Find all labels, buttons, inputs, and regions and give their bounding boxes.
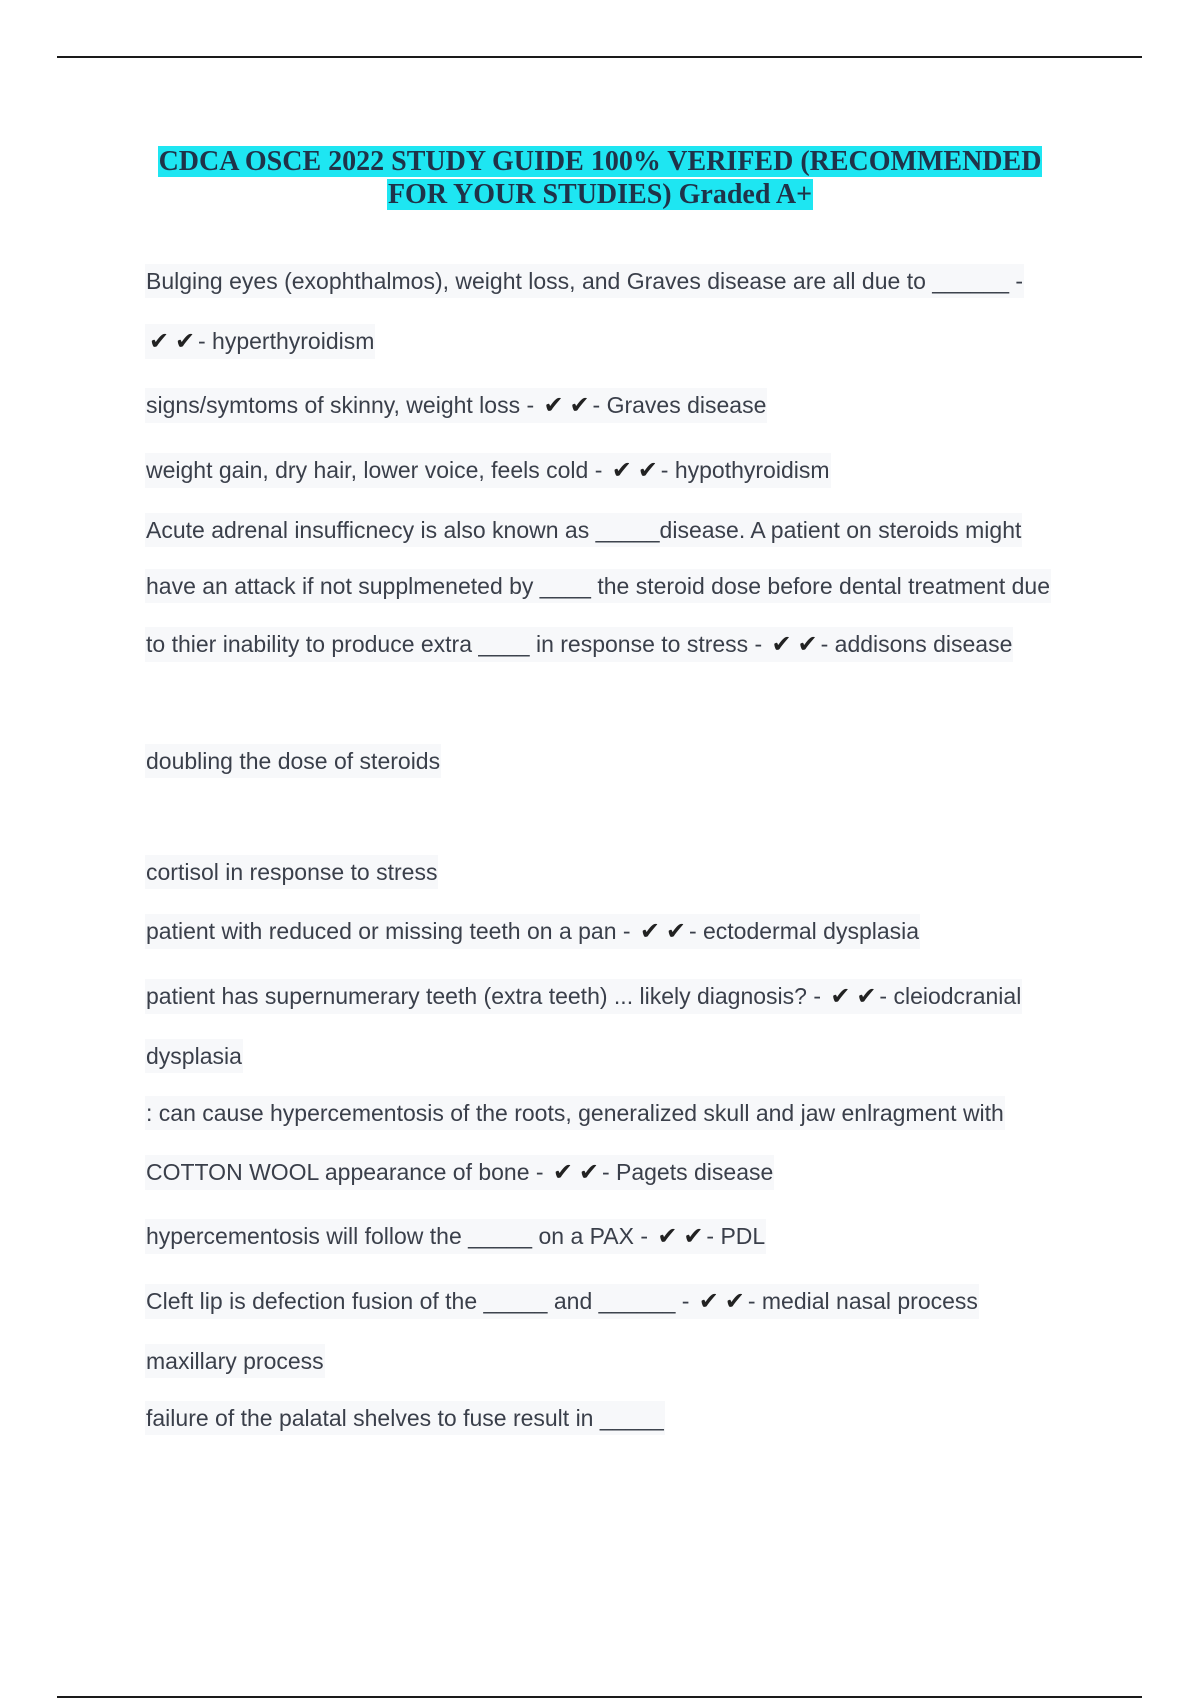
check-icon: ✔ bbox=[639, 918, 660, 945]
line-text: Bulging eyes (exophthalmos), weight loss, and Graves disease are all due to ______ - bbox=[146, 268, 1024, 294]
qa-line bbox=[145, 1284, 979, 1319]
check-icon: ✔ bbox=[771, 631, 792, 658]
qa-line bbox=[145, 388, 767, 423]
question-text: hypercementosis will follow the _____ on a PAX - bbox=[146, 1223, 649, 1249]
question-text: patient has supernumerary teeth (extra teeth) ... likely diagnosis? - bbox=[146, 983, 822, 1009]
check-icon: ✔ bbox=[543, 392, 564, 419]
question-text: COTTON WOOL appearance of bone - bbox=[146, 1159, 544, 1185]
qa-line bbox=[145, 453, 831, 488]
text-line bbox=[145, 1344, 325, 1378]
check-icon: ✔ bbox=[657, 1223, 678, 1250]
title-line-1: CDCA OSCE 2022 STUDY GUIDE 100% VERIFED (RECOMMENDED bbox=[158, 146, 1042, 177]
answer-text: - medial nasal process bbox=[747, 1288, 978, 1314]
line-text: have an attack if not supplmeneted by ____ the steroid dose before dental treatment due bbox=[146, 573, 1050, 599]
title-line-2: FOR YOUR STUDIES) Graded A+ bbox=[387, 179, 813, 210]
answer-text: - addisons disease bbox=[820, 631, 1013, 657]
check-icon: ✔ bbox=[830, 983, 851, 1010]
question-text: to thier inability to produce extra ____ in response to stress - bbox=[146, 631, 763, 657]
document-title bbox=[0, 145, 1200, 211]
bottom-rule bbox=[57, 1696, 1142, 1698]
question-text: signs/symtoms of skinny, weight loss - bbox=[146, 392, 535, 418]
answer-text: - hypothyroidism bbox=[660, 457, 830, 483]
answer-line bbox=[145, 324, 375, 359]
check-icon: ✔ bbox=[569, 392, 590, 419]
qa-line bbox=[145, 1219, 766, 1254]
check-icon: ✔ bbox=[611, 457, 632, 484]
answer-text: - Graves disease bbox=[592, 392, 767, 418]
check-icon: ✔ bbox=[148, 328, 170, 355]
check-icon: ✔ bbox=[174, 328, 196, 355]
check-icon: ✔ bbox=[856, 983, 877, 1010]
answer-text: - PDL bbox=[706, 1223, 766, 1249]
question-text: weight gain, dry hair, lower voice, feels cold - bbox=[146, 457, 603, 483]
check-icon: ✔ bbox=[552, 1159, 573, 1186]
question-text: Cleft lip is defection fusion of the _____ and ______ - bbox=[146, 1288, 690, 1314]
question-text: patient with reduced or missing teeth on a pan - bbox=[146, 918, 631, 944]
answer-text: - ectodermal dysplasia bbox=[688, 918, 920, 944]
check-icon: ✔ bbox=[637, 457, 658, 484]
check-icon: ✔ bbox=[683, 1223, 704, 1250]
text-line bbox=[145, 744, 441, 778]
line-text: maxillary process bbox=[146, 1348, 324, 1374]
text-line bbox=[145, 1039, 243, 1073]
line-text: failure of the palatal shelves to fuse result in _____ bbox=[146, 1405, 664, 1431]
text-line bbox=[145, 855, 438, 889]
text-line bbox=[145, 569, 1051, 603]
line-text: dysplasia bbox=[146, 1043, 242, 1069]
qa-line bbox=[145, 914, 920, 949]
text-line bbox=[145, 264, 1024, 298]
line-text: Acute adrenal insufficnecy is also known as _____disease. A patient on steroids might bbox=[146, 517, 1022, 543]
qa-line bbox=[145, 979, 1022, 1014]
check-icon: ✔ bbox=[665, 918, 686, 945]
line-text: cortisol in response to stress bbox=[146, 859, 438, 885]
text-line bbox=[145, 513, 1022, 547]
qa-line bbox=[145, 627, 1013, 662]
top-rule bbox=[57, 56, 1142, 58]
check-icon: ✔ bbox=[724, 1288, 745, 1315]
qa-line bbox=[145, 1155, 774, 1190]
check-icon: ✔ bbox=[698, 1288, 719, 1315]
text-line bbox=[145, 1401, 665, 1435]
text-line bbox=[145, 1096, 1005, 1130]
answer-text: - hyperthyroidism bbox=[198, 328, 375, 354]
check-icon: ✔ bbox=[797, 631, 818, 658]
check-icon: ✔ bbox=[578, 1159, 599, 1186]
answer-text: - Pagets disease bbox=[601, 1159, 774, 1185]
line-text: : can cause hypercementosis of the roots, generalized skull and jaw enlragment with bbox=[146, 1100, 1004, 1126]
line-text: doubling the dose of steroids bbox=[146, 748, 441, 774]
answer-text: - cleiodcranial bbox=[879, 983, 1022, 1009]
